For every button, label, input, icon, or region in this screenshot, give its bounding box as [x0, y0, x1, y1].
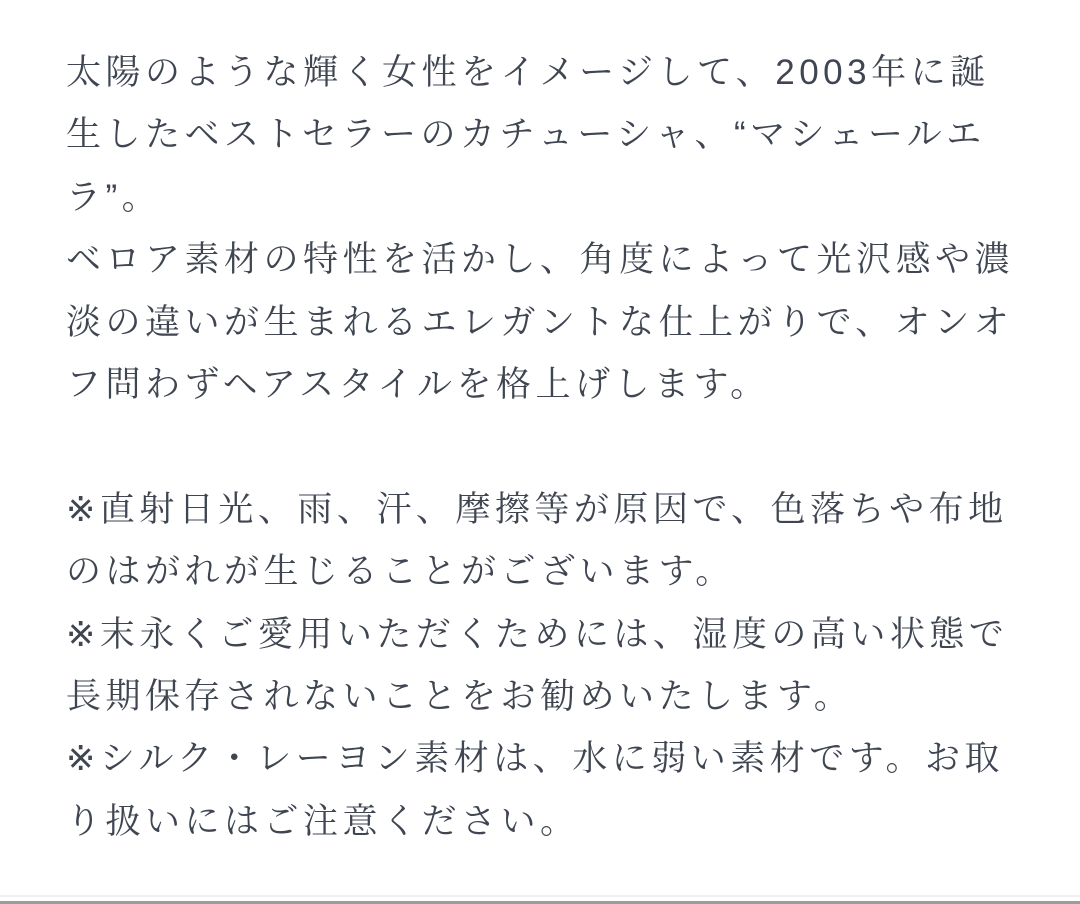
section-divider [0, 895, 1080, 897]
paragraph-spacer [66, 416, 1015, 478]
description-paragraph: 太陽のような輝く女性をイメージして、2003年に誕生したベストセラーのカチューシャ、“マシェールエラ”。 [66, 53, 990, 217]
care-note: ※直射日光、雨、汗、摩擦等が原因で、色落ちや布地のはがれが生じることがございます。 [66, 489, 1008, 592]
care-note: ※シルク・レーヨン素材は、水に弱い素材です。お取り扱いにはご注意ください。 [66, 739, 1004, 841]
care-note: ※末永くご愛用いただくためには、湿度の高い状態で長期保存されないことをお勧めいたします。 [66, 614, 1009, 717]
description-paragraph: ベロア素材の特性を活かし、角度によって光沢感や濃淡の違いが生まれるエレガントな仕上がりで、オンオフ問わずヘアスタイルを格上げします。 [66, 240, 1015, 405]
